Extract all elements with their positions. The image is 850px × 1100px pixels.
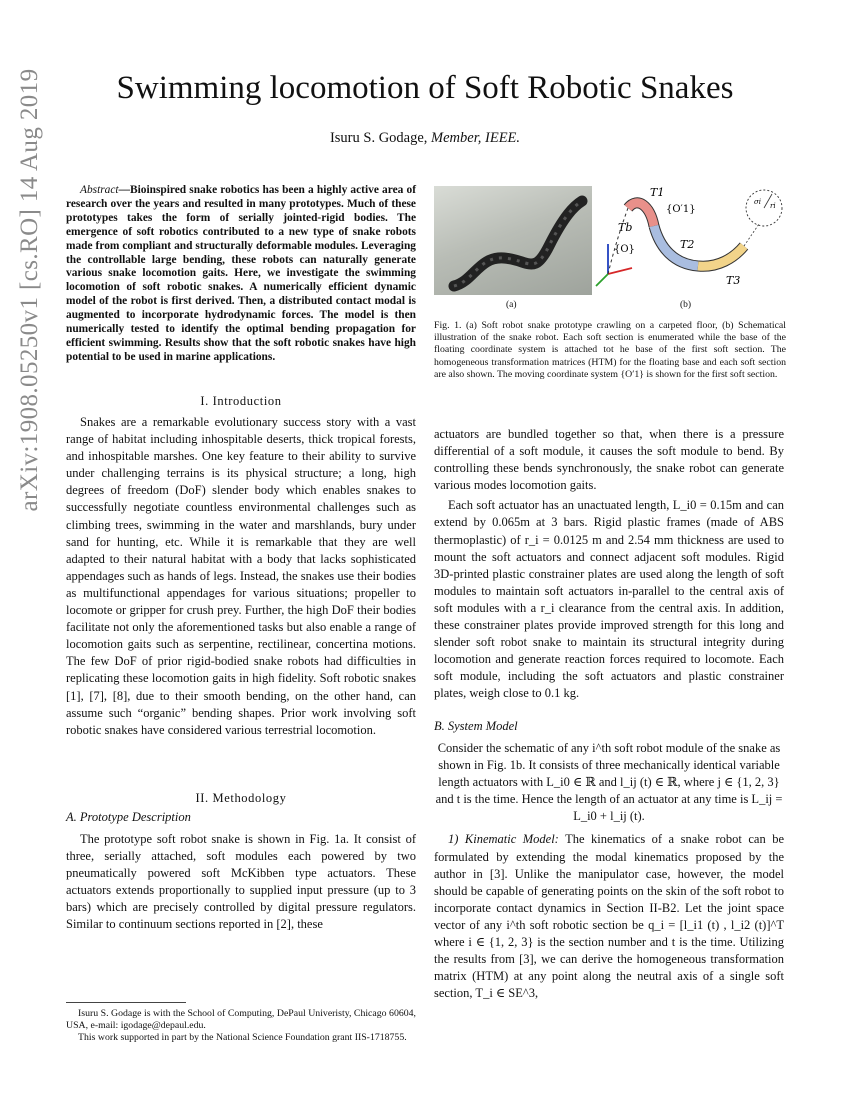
prototype-paragraph: The prototype soft robot snake is shown in Fig. 1a. It consist of three, serially attached, soft modules each powered by two pneumatically powered soft McKibben type actuators. These actuators extends proportionally to supplied input pressure (up to 3 bars) which are precisely controlled by digital pressure regulators. Similar to continuum sections reported in [2], these [66,832,416,932]
kinematic-subheading: 1) Kinematic Model: [448,832,559,847]
actuator-paragraph: Each soft actuator has an unactuated length, L_i0 = 0.15m and can extend by 0.065m at 3 bars. Rigid plastic frames (made of ABS thermoplastic) of r_i = 0.0125 m and 2.54 mm thickness are used to mount the soft actuators and connect adjacent soft modules. Rigid 3D-printed plastic constrainer plates are used along the length of soft modules to maintain soft actuators in-parallel to the central axis of soft modules with a r_i clearance from the central axis. In addition, these constrainer plates provide improved strength for this long and slender soft robot snake to maintain its structural integrity during locomotion and generate reaction forces required to locomote. Each soft module, including the soft actuators and plastic constrainer plates, weigh close to 0.1 kg. [434,498,784,701]
schematic-diagram [594,186,786,298]
intro-section [66,414,416,739]
footnote-affiliation: Isuru S. Godage is with the School of Computing, DePaul Univeristy, Chicago 60604, USA, e-mail: igodage@depaul.edu. [66,1008,416,1031]
abstract [66,184,416,365]
cross-section-leader [744,224,759,246]
footnotes [66,1008,416,1044]
axis-y [596,274,608,286]
label-o: {O} [614,244,635,255]
figure-caption: Fig. 1. (a) Soft robot snake prototype crawling on a carpeted floor, (b) Schematical illustration of the snake robot. Each soft section is enumerated while the base of the floating coordinate system is attached tot he base of the first soft section. The homogeneous transformation matrices (HTM) for the floating base and each soft section are also shown. The moving coordinate system {O′1} is shown for the first soft section. [434,320,786,380]
figure-1 [434,186,786,311]
robot-photo [434,186,592,295]
system-model-subheading: B. System Model [434,719,518,733]
kinematic-paragraph [434,831,784,1002]
footnote-rule [66,1002,186,1003]
label-ri: ri [770,202,776,210]
footnote-funding: This work supported in part by the National Science Foundation grant IIS-1718755. [78,1032,407,1043]
abstract-label: Abstract [80,184,119,196]
methodology-heading: II. Methodology [195,791,287,805]
tb-dashed-arrow [608,208,628,274]
figure-sublabel-a: (a) [506,300,517,310]
author-line [66,130,784,147]
system-model-paragraph: Consider the schematic of any i^th soft robot module of the snake as shown in Fig. 1b. It consists of three mechanically identical variable length actuators with L_i0 ∈ ℝ and l_ij (t) ∈ ℝ, where j ∈ {1, 2, 3} and t is the time. Hence the length of an actuator at any time is L_ij = L_i0 + l_ij (t). [435,741,783,824]
label-o1: {O′1} [666,204,696,215]
author-name: Isuru S. Godage, [329,130,432,146]
label-t1: T1 [650,186,665,199]
prototype-section [66,831,416,934]
intro-heading: I. Introduction [200,394,282,408]
figure-sublabel-b: (b) [680,300,692,310]
right-column-body [434,426,784,703]
intro-paragraph: Snakes are a remarkable evolutionary success story with a vast range of habitat including inhospitable deserts, thick tropical forests, and inhospitable marshes. One key feature to their ability to survive under challenging terrains is its physical structure; a long, high degrees of freedom (DoF) slender body which enables snakes to successfully negotiate countless environmental challenges such as climbing trees, swimming in the water and marshlands, bury under sand for hunting, etc. While it is remarkable that they are well adapted to their natural habitat with a body that lacks sophisticated appendages such as hands of legs. Instead, the snakes use their bodies as multifunctional appendages for various situations; propeller to locomote or gripper for crush prey. Further, the high DoF their bodies facilitate not only the aforementioned tasks but also enable a range of locomotion gaits such as serpentine, rectilinear, concertina motions. The few DoF of prior rigid-bodied snake robots had difficulties in replicating these locomotion gaits in high fidelity. Soft robotic snakes [1], [7], [8], due to their smooth bending, on the other hand, can assume such “organic” bending shapes. Prior work involving soft robotic snakes have considered various terrestrial locomotion. [66,415,416,737]
axis-x [608,268,632,274]
label-t2: T2 [680,238,695,251]
prototype-subheading: A. Prototype Description [66,810,191,824]
label-t3: T3 [726,274,741,287]
abstract-text: —Bioinspired snake robotics has been a highly active area of research over the years and resulted in many prototypes. Much of these prototypes takes the form of serially jointed-rigid bodies. The emergence of soft robotics contributed to a new type of snake robots made from compliant and structurally deformable modules. Leveraging the controllable large bending, these robots can naturally generate various snake locomotion gaits. Here, we investigate the swimming locomotion of soft robotic snakes. A numerically efficient dynamic model of the robot is first derived. Then, a distributed contact modal is augmented to incorporate hydrodynamic forces. The model is then numerically tested to identify the optimal bending propagation for efficient swimming. Results show that the soft robotic snakes have high potential to be used in marine applications. [66,184,416,363]
label-tb: Tb [618,221,633,234]
author-role: Member, IEEE. [431,130,521,146]
module-3 [698,246,744,266]
snake-photo-illustration [434,186,592,295]
arxiv-id: arXiv:1908.05250v1 [cs.RO] 14 Aug 2019 [16,68,43,512]
kinematic-text: The kinematics of a snake robot can be formulated by extending the modal kinematics proposed by the author in [3]. Unlike the manipulator case, however, the model should be capable of generating points on the skin of the soft robot to incorporate contact dynamics in Section II-B2. Let the joint space vector of any i^th soft robotic section be q_i = [l_i1 (t) , l_i2 (t)]^T where i ∈ {1, 2, 3} is the section number and t is the time. Utilizing the results from [3], we can derive the homogeneous transformation matrix (HTM) at any point along the neutral axis of a single soft section, T_i ∈ SE^3, [434,832,785,1001]
paper-title: Swimming locomotion of Soft Robotic Snakes [116,70,734,106]
label-sigma: σi [754,198,762,206]
prototype-paragraph-cont: actuators are bundled together so that, when there is a pressure differential of a soft module, it causes the soft module to bend. By controlling these bends synchronously, the snake robot can generate various modes locomotion gaits. [434,427,784,493]
system-model-section [434,740,784,1002]
